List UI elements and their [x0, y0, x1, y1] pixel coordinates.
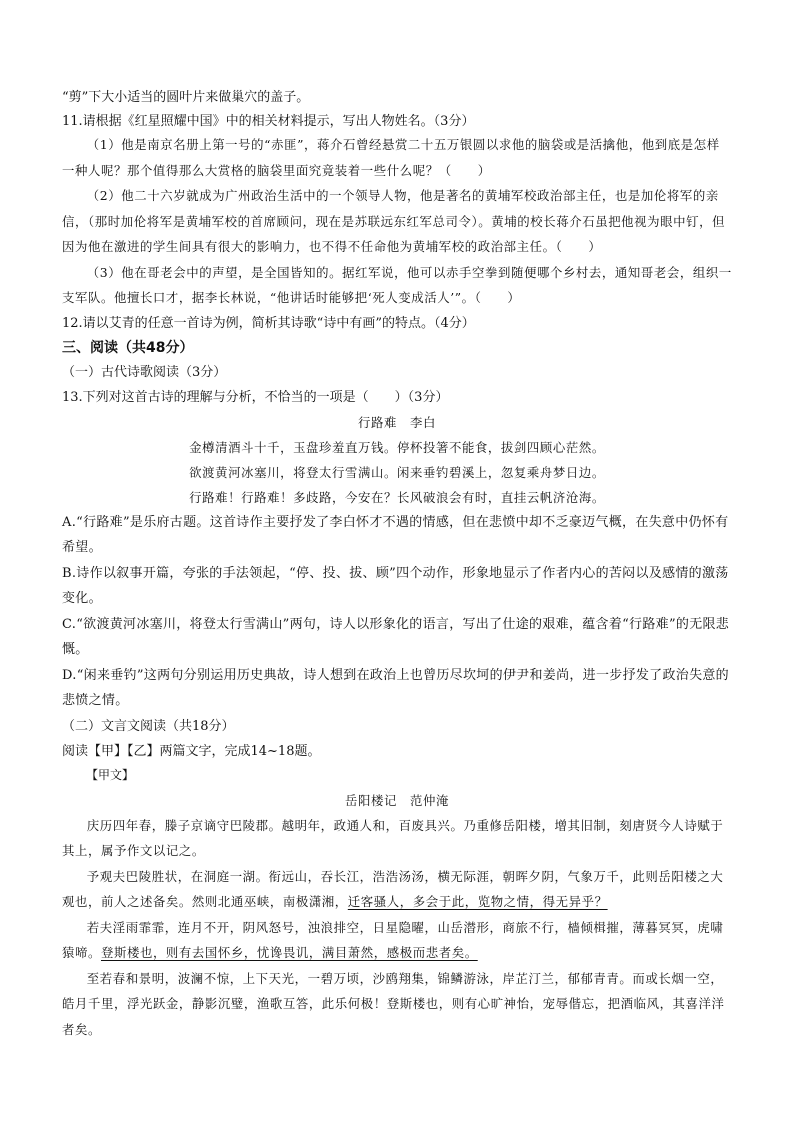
exam-page — [62, 88, 732, 1042]
essay-paragraph-1: 庆历四年春，滕子京谪守巴陵郡。越明年，政通人和，百废具兴。乃重修岳阳楼，增其旧制，刻唐贤今人诗赋于其上，属予作文以记之。 — [62, 817, 724, 858]
q11-item-2: （2）他二十六岁就成为广州政治生活中的一个领导人物，他是著名的黄埔军校政治部主任，也是加伦将军的亲信，（那时加伦将军是黄埔军校的首席顾问，现在是苏联远东红军总司令）。黄埔的校长蒋介石虽把他视为眼中钉，但因为他在激进的学生间具有很大的影响力，也不得不任命他为黄埔军校的政治部主任。（ ） — [62, 188, 726, 254]
q13-option-b: B.诗作以叙事开篇，夸张的手法领起，“停、投、拔、顾”四个动作，形象地显示了作者内心的苦闷以及感情的激荡变化。 — [62, 565, 729, 606]
top-line: “剪”下大小适当的圆叶片来做巢穴的盖子。 — [62, 90, 310, 105]
q11-stem: 11.请根据《红星照耀中国》中的相关材料提示，写出人物姓名。（3分） — [62, 114, 475, 129]
poem-line-2: 欲渡黄河冰塞川，将登太行雪满山。闲来垂钓碧溪上，忽复乘舟梦日边。 — [189, 464, 605, 480]
q13-option-d: D.“闲来垂钓”这两句分别运用历史典故，诗人想到在政治上也曾历尽坎坷的伊尹和姜尚，进一步抒发了政治失意的悲愤之情。 — [62, 667, 729, 708]
essay-title: 岳阳楼记 范仲淹 — [345, 792, 449, 808]
essay-paragraph-2 — [62, 864, 732, 915]
essay-p3-text: 若夫淫雨霏霏，连月不开，阴风怒号，浊浪排空，日星隐曜，山岳潜形，商旅不行，樯倾楫摧，薄暮冥冥，虎啸猿啼。 — [62, 919, 724, 960]
reading-instruction: 阅读【甲】【乙】两篇文字，完成14~18题。 — [62, 743, 321, 759]
q11-item-3: （3）他在哥老会中的声望，是全国皆知的。据红军说，他可以赤手空拳到随便哪个乡村去，通知哥老会，组织一支军队。他擅长口才，据李长林说，“他讲话时能够把‘死人变成活人’”。（ ） — [62, 264, 732, 305]
q12-stem: 12.请以艾青的任意一首诗为例，简析其诗歌“诗中有画”的特点。（4分） — [62, 315, 475, 331]
section-3-heading: 三、阅读（共48分） — [62, 339, 194, 356]
q13-stem: 13.下列对这首古诗的理解与分析，不恰当的一项是（ ）（3分） — [62, 389, 449, 405]
poem-line-1: 金樽清酒斗十千，玉盘珍羞直万钱。停杯投箸不能食，拔剑四顾心茫然。 — [189, 439, 605, 455]
essay-paragraph-4: 至若春和景明，波澜不惊，上下天光，一碧万顷，沙鸥翔集，锦鳞游泳，岸芷汀兰，郁郁青青。而或长烟一空，皓月千里，浮光跃金，静影沉璧，渔歌互答，此乐何极！登斯楼也，则有心旷神怡，宠辱偕忘，把酒临风，其喜洋洋者矣。 — [62, 970, 725, 1037]
q11-item-1: （1）他是南京名册上第一号的“赤匪”，蒋介石曾经悬赏二十五万银圆以求他的脑袋或是活擒他，他到底是怎样一种人呢？那个值得那么大赏格的脑袋里面究竟装着一些什么呢？（ ） — [62, 137, 720, 178]
essay-p2-text: 予观夫巴陵胜状，在洞庭一湖。衔远山，吞长江，浩浩汤汤，横无际涯，朝晖夕阴，气象万千，此则岳阳楼之大观也，前人之述备矣。然则北通巫峡，南极潇湘， — [62, 868, 724, 909]
essay-paragraph-3 — [62, 915, 732, 966]
subsection-classical: （二）文言文阅读（共18分） — [62, 718, 235, 734]
essay-p3-underlined: 登斯楼也，则有去国怀乡，忧谗畏讥，满目萧然，感极而悲者矣。 — [100, 945, 478, 960]
subsection-poetry: （一）古代诗歌阅读（3分） — [62, 364, 227, 380]
poem-title: 行路难 李白 — [358, 414, 436, 430]
essay-p2-underlined: 迁客骚人，多会于此，览物之情，得无异乎？ — [347, 894, 608, 909]
jia-label: 【甲文】 — [86, 767, 135, 782]
q13-option-a: A.“行路难”是乐府古题。这首诗作主要抒发了李白怀才不遇的情感，但在悲愤中却不乏豪迈气概，在失意中仍怀有希望。 — [62, 514, 729, 555]
q13-option-c: C.“欲渡黄河冰塞川，将登太行雪满山”两句，诗人以形象化的语言，写出了仕途的艰难，蕴含着“行路难”的无限悲慨。 — [62, 616, 730, 657]
poem-line-3: 行路难！行路难！多歧路，今安在？长风破浪会有时，直挂云帆济沧海。 — [189, 489, 605, 505]
